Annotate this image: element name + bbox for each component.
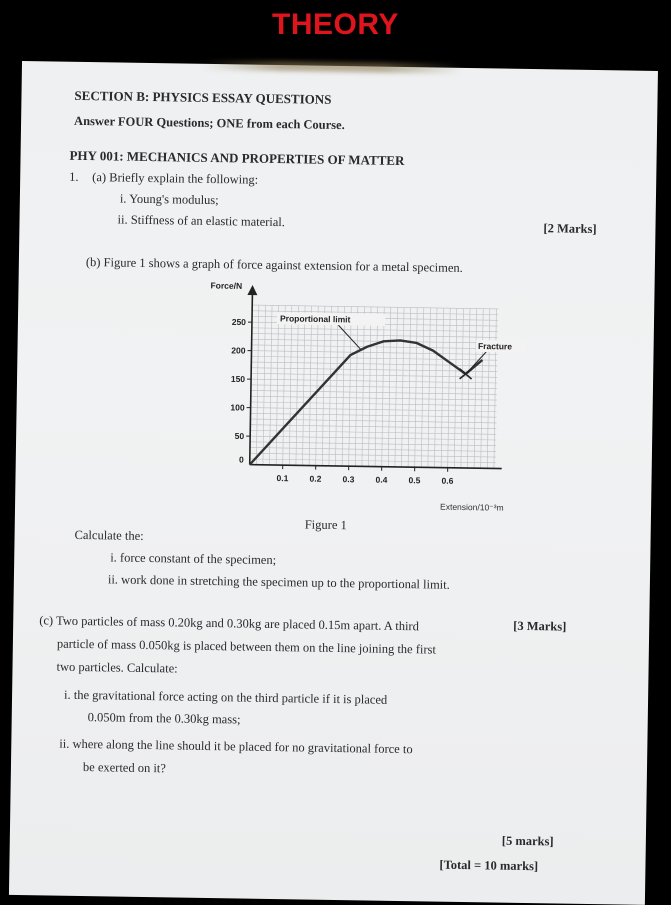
question-a-item-2: ii. Stiffness of an elastic material. [117, 213, 285, 231]
grid-line-horizontal [250, 430, 496, 434]
grid-line-horizontal [250, 442, 496, 446]
y-tick-label: 50 [235, 431, 245, 441]
grid-line-horizontal [250, 436, 496, 440]
grid-line-horizontal [252, 339, 498, 343]
force-extension-graph [205, 288, 509, 525]
x-axis [250, 465, 502, 469]
question-c-line-3: two particles. Calculate: [56, 660, 177, 677]
fracture-mark [460, 369, 472, 379]
x-tick-label: 0.3 [343, 474, 355, 484]
question-b-marks: [3 Marks] [513, 619, 566, 635]
question-a-label: (a) Briefly explain the following: [92, 170, 258, 188]
y-tick-label: 100 [230, 402, 245, 412]
grid-line-horizontal [252, 351, 498, 355]
y-tick-label: 150 [231, 374, 246, 384]
origin-label: 0 [239, 454, 244, 464]
question-number: 1. [69, 170, 79, 185]
x-axis-label: Extension/10⁻³m [440, 502, 504, 513]
exam-sheet [9, 61, 658, 905]
x-tick-label: 0.1 [277, 473, 289, 483]
grid-line-horizontal [251, 402, 497, 406]
figure-caption: Figure 1 [305, 518, 347, 534]
grid-line-horizontal [251, 356, 497, 360]
grid-line-horizontal [251, 379, 497, 383]
fracture-label: Fracture [478, 341, 512, 352]
course-title: PHY 001: MECHANICS AND PROPERTIES OF MATTER [69, 148, 404, 169]
y-axis-label: Force/N [210, 280, 242, 290]
question-c-item-2-line-1: ii. where along the line should it be placed for no gravitational force to [59, 737, 413, 758]
question-c-item-2-line-2: be exerted on it? [83, 760, 166, 776]
y-axis-arrow [247, 285, 257, 295]
question-b-item-1: i. force constant of the specimen; [110, 550, 276, 568]
question-c-line-2: particle of mass 0.050kg is placed between them on the line joining the first [57, 637, 436, 658]
question-a-item-1: i. Young's modulus; [120, 192, 219, 209]
proportional-limit-label: Proportional limit [280, 313, 351, 324]
grid-line-horizontal [250, 453, 496, 457]
grid-line-horizontal [251, 391, 497, 395]
total-marks: [Total = 10 marks] [439, 858, 538, 875]
question-b-intro: (b) Figure 1 shows a graph of force against extension for a metal specimen. [86, 255, 463, 276]
x-tick-label: 0.4 [376, 475, 388, 485]
section-title: SECTION B: PHYSICS ESSAY QUESTIONS [74, 88, 331, 108]
question-a-marks: [2 Marks] [543, 221, 596, 237]
grid-line-horizontal [251, 373, 497, 377]
tape-strip [202, 60, 462, 74]
question-b-item-2: ii. work done in stretching the specimen up to the proportional limit. [108, 572, 450, 592]
question-c-line-1: (c) Two particles of mass 0.20kg and 0.30kg are placed 0.15m apart. A third [39, 613, 419, 634]
grid-line-horizontal [250, 459, 496, 463]
calculate-label: Calculate the: [74, 528, 143, 544]
grid-line-horizontal [252, 328, 498, 332]
grid-line-horizontal [250, 448, 496, 452]
y-tick-label: 200 [231, 345, 246, 355]
grid-line-horizontal [251, 385, 497, 389]
question-c-item-1-line-2: 0.050m from the 0.30kg mass; [88, 710, 241, 727]
grid-line-horizontal [251, 362, 497, 366]
grid-line-horizontal [252, 334, 498, 338]
y-tick-label: 250 [232, 317, 247, 327]
question-c-item-1-line-1: i. the gravitational force acting on the third particle if it is placed [64, 688, 387, 708]
x-tick-label: 0.6 [442, 476, 454, 486]
grid-line-horizontal [251, 413, 497, 417]
x-tick-label: 0.2 [310, 474, 322, 484]
grid-line-horizontal [252, 305, 498, 309]
y-axis [250, 287, 253, 465]
graph-grid [250, 305, 498, 468]
grid-line-horizontal [251, 408, 497, 412]
instruction: Answer FOUR Questions; ONE from each Course. [74, 114, 345, 133]
x-tick-label: 0.5 [409, 475, 421, 485]
page-banner: THEORY [0, 8, 671, 42]
question-c-marks: [5 marks] [502, 834, 554, 850]
grid-line-horizontal [251, 396, 497, 400]
